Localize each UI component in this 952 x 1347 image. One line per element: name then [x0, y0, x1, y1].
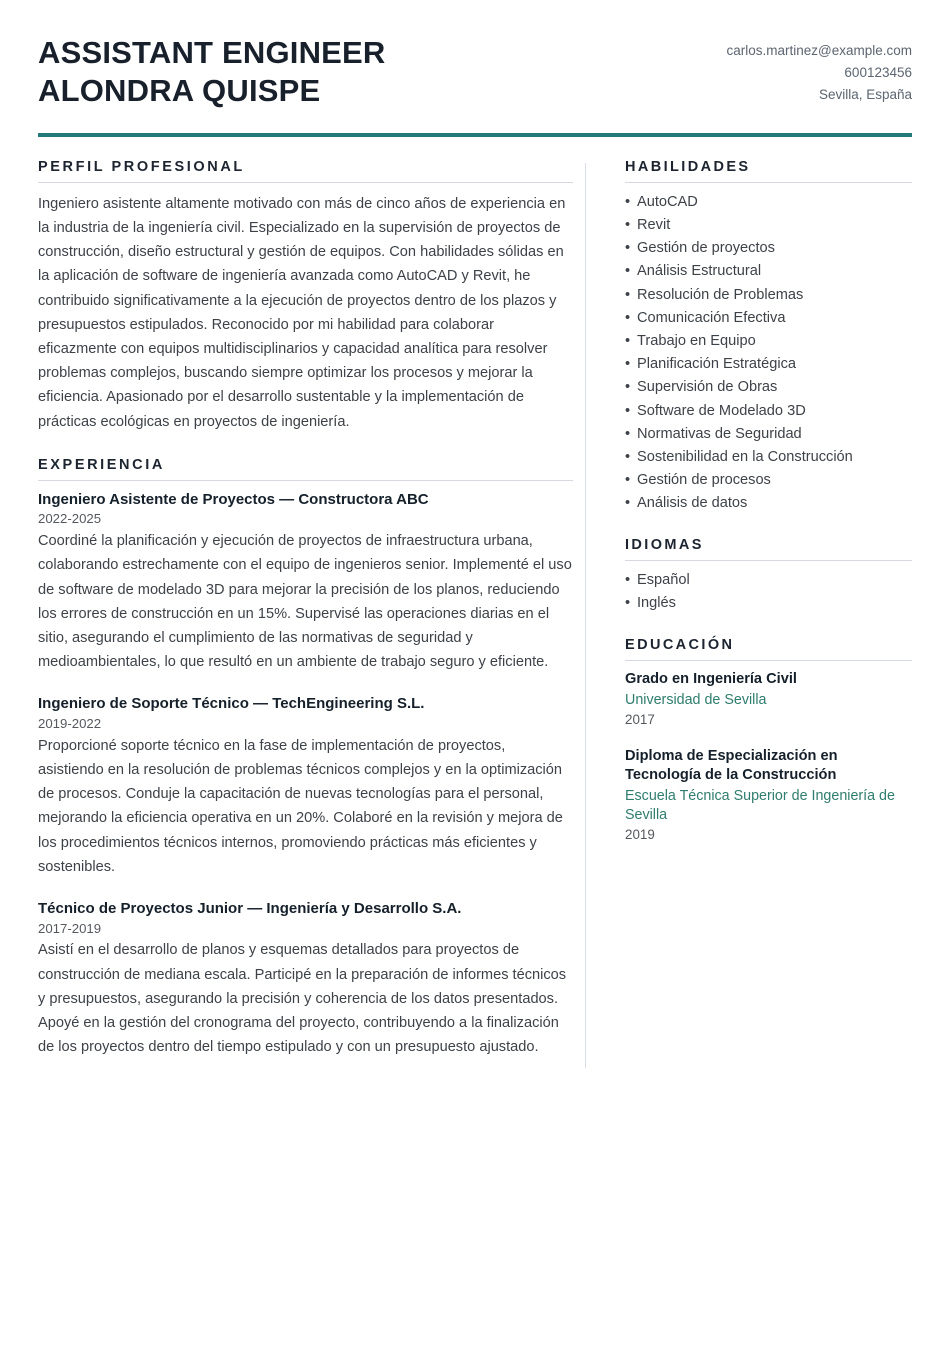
header-accent-rule [38, 133, 912, 137]
job-description: Coordiné la planificación y ejecución de proyectos de infraestructura urbana, colaborando estrechamente con el equipo de ingenieros senior. Implementé el uso de software de modelado 3D para mejorar la precisión de los planos, reduciendo los errores de construcción en un 15%. Supervisé las operaciones diarias en el sitio, asegurando el cumplimiento de las normativas de seguridad y medioambientales, lo que resultó en un ambiente de trabajo seguro y eficiente. [38, 533, 572, 671]
education-year: 2017 [625, 711, 655, 727]
education-entry [625, 747, 912, 845]
profile-text: Ingeniero asistente altamente motivado con más de cinco años de experiencia en la industria de la ingeniería civil. Especializado en la supervisión de proyectos de construcción, diseño estructural y gestión de equipos. Con habilidades sólidas en la aplicación de software de ingeniería avanzada como AutoCAD y Revit, he contribuido significativamente a la ejecución de proyectos dentro de los plazos y presupuestos estipulados. Reconocido por mi habilidad para colaborar eficazmente con equipos multidisciplinarios y capacidad analítica para resolver problemas complejos, buscando siempre optimizar los procesos y mejorar la eficiencia. Apasionado por el desarrollo sustentable y la implementación de prácticas ecológicas en proyectos de ingeniería. [38, 195, 566, 430]
job-dates: 2019-2022 [38, 715, 102, 731]
list-item: • AutoCAD [625, 192, 912, 213]
section-languages [625, 537, 912, 614]
experience-entry [38, 899, 573, 1059]
list-item: • Gestión de procesos [625, 470, 912, 491]
list-item: • Sostenibilidad en la Construcción [625, 447, 912, 468]
job-title: Ingeniero Asistente de Proyectos — Constructora ABC [38, 490, 429, 508]
list-item: • Supervisión de Obras [625, 377, 912, 398]
section-skills [625, 159, 912, 515]
left-column [38, 159, 573, 1060]
education-entry [625, 670, 912, 729]
resume-header [38, 34, 912, 110]
education-heading: EDUCACIÓN [625, 637, 912, 661]
list-item: • Inglés [625, 593, 912, 614]
education-year: 2019 [625, 827, 655, 843]
job-dates: 2017-2019 [38, 920, 102, 936]
list-item: • Trabajo en Equipo [625, 331, 912, 352]
contact-phone[interactable]: 600123456 [844, 64, 912, 80]
skills-heading: HABILIDADES [625, 159, 912, 183]
list-item: • Gestión de proyectos [625, 238, 912, 259]
column-divider [585, 163, 586, 1068]
candidate-name-line: ALONDRA QUISPE [38, 72, 321, 108]
list-item: • Análisis de datos [625, 493, 912, 514]
candidate-name [38, 34, 386, 110]
list-item: • Planificación Estratégica [625, 354, 912, 375]
job-title: Ingeniero de Soporte Técnico — TechEngineering S.L. [38, 695, 425, 713]
contact-email[interactable]: carlos.martinez@example.com [726, 43, 912, 58]
section-experience [38, 457, 573, 1060]
list-item: • Resolución de Problemas [625, 285, 912, 306]
languages-heading: IDIOMAS [625, 537, 912, 561]
experience-heading: EXPERIENCIA [38, 457, 573, 481]
list-item: • Normativas de Seguridad [625, 424, 912, 445]
experience-entry [38, 694, 573, 879]
right-column [625, 159, 912, 845]
education-school: Escuela Técnica Superior de Ingeniería de Sevilla [625, 787, 895, 824]
job-description: Asistí en el desarrollo de planos y esquemas detallados para proyectos de construcción de mediana escala. Participé en la preparación de informes técnicos y presupuestos, asegurando la precisión y coherencia de los datos presentados. Apoyé en la gestión del cronograma del proyecto, contribuyendo a la finalización de los proyectos dentro del tiempo estipulado y con un presupuesto ajustado. [38, 942, 567, 1056]
list-item: • Español [625, 570, 912, 591]
education-school: Universidad de Sevilla [625, 691, 767, 708]
education-degree: Grado en Ingeniería Civil [625, 671, 797, 688]
list-item: • Análisis Estructural [625, 261, 912, 282]
list-item: • Comunicación Efectiva [625, 308, 912, 329]
experience-entry [38, 490, 573, 675]
resume-body [38, 159, 912, 1068]
education-degree: Diploma de Especialización en Tecnología de la Construcción [625, 747, 838, 784]
contact-location: Sevilla, España [818, 86, 912, 102]
contact-block [726, 34, 912, 106]
profile-heading: PERFIL PROFESIONAL [38, 159, 573, 183]
candidate-title-line: ASSISTANT ENGINEER [38, 35, 386, 70]
list-item: • Software de Modelado 3D [625, 401, 912, 422]
list-item: • Revit [625, 215, 912, 236]
job-dates: 2022-2025 [38, 511, 102, 527]
section-education [625, 637, 912, 844]
job-title: Técnico de Proyectos Junior — Ingeniería y Desarrollo S.A. [38, 900, 462, 918]
job-description: Proporcioné soporte técnico en la fase de implementación de proyectos, asistiendo en la resolución de problemas técnicos complejos y en la optimización de procesos. Conduje la capacitación de nuevas tecnologías para el personal, mejorando la eficiencia operativa en un 20%. Colaboré en la revisión y mejora de los procedimientos técnicos internos, promoviendo prácticas más eficientes y sostenibles. [38, 737, 563, 875]
skills-list [625, 192, 912, 515]
section-profile [38, 159, 573, 434]
languages-list [625, 570, 912, 614]
